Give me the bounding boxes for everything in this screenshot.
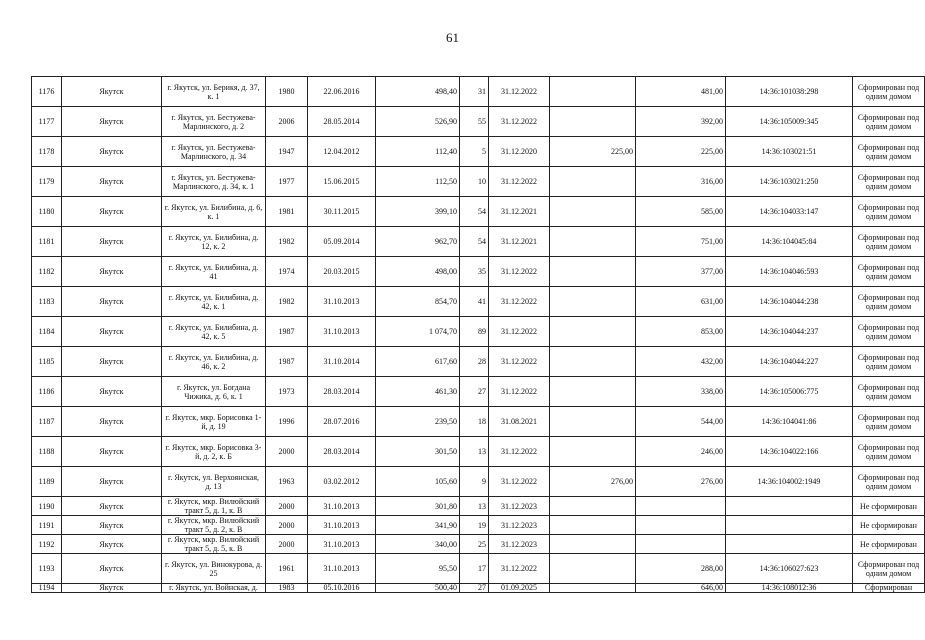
due-date-cell: 31.12.2021 bbox=[489, 197, 550, 227]
table-row bbox=[32, 347, 925, 377]
date-cell: 31.10.2013 bbox=[308, 497, 376, 516]
due-date-cell: 31.12.2022 bbox=[489, 554, 550, 584]
table-row bbox=[32, 77, 925, 107]
amount-1-cell bbox=[550, 167, 636, 197]
row-number-cell: 1183 bbox=[32, 287, 62, 317]
amount-2-cell: 288,00 bbox=[636, 554, 726, 584]
amount-1-cell bbox=[550, 584, 636, 593]
date-cell: 28.03.2014 bbox=[308, 437, 376, 467]
area-cell: 105,60 bbox=[376, 467, 460, 497]
year-cell: 2000 bbox=[266, 497, 308, 516]
status-cell: Сформирован под одним домом bbox=[853, 287, 925, 317]
count-cell: 17 bbox=[460, 554, 489, 584]
status-cell: Сформирован под одним домом bbox=[853, 317, 925, 347]
cadastral-number-cell: 14:36:106027:623 bbox=[726, 554, 853, 584]
amount-2-cell: 631,00 bbox=[636, 287, 726, 317]
row-number-cell: 1186 bbox=[32, 377, 62, 407]
cadastral-number-cell: 14:36:104022:166 bbox=[726, 437, 853, 467]
count-cell: 27 bbox=[460, 584, 489, 593]
cadastral-number-cell: 14:36:108012:36 bbox=[726, 584, 853, 593]
date-cell: 31.10.2014 bbox=[308, 347, 376, 377]
date-cell: 20.03.2015 bbox=[308, 257, 376, 287]
city-cell: Якутск bbox=[62, 137, 162, 167]
table-row bbox=[32, 377, 925, 407]
area-cell: 962,70 bbox=[376, 227, 460, 257]
city-cell: Якутск bbox=[62, 584, 162, 593]
row-number-cell: 1189 bbox=[32, 467, 62, 497]
year-cell: 1977 bbox=[266, 167, 308, 197]
cadastral-number-cell: 14:36:104041:86 bbox=[726, 407, 853, 437]
due-date-cell: 01.09.2025 bbox=[489, 584, 550, 593]
amount-1-cell bbox=[550, 377, 636, 407]
amount-2-cell bbox=[636, 535, 726, 554]
row-number-cell: 1193 bbox=[32, 554, 62, 584]
area-cell: 340,00 bbox=[376, 535, 460, 554]
year-cell: 1974 bbox=[266, 257, 308, 287]
cadastral-number-cell: 14:36:104046:593 bbox=[726, 257, 853, 287]
city-cell: Якутск bbox=[62, 197, 162, 227]
cadastral-number-cell: 14:36:104002:1949 bbox=[726, 467, 853, 497]
address-cell: г. Якутск, ул. Бестужева-Марлинского, д. 2 bbox=[162, 107, 266, 137]
due-date-cell: 31.12.2020 bbox=[489, 137, 550, 167]
count-cell: 54 bbox=[460, 197, 489, 227]
city-cell: Якутск bbox=[62, 497, 162, 516]
row-number-cell: 1180 bbox=[32, 197, 62, 227]
city-cell: Якутск bbox=[62, 554, 162, 584]
status-cell: Сформирован под одним домом bbox=[853, 77, 925, 107]
date-cell: 05.10.2016 bbox=[308, 584, 376, 593]
amount-1-cell bbox=[550, 535, 636, 554]
address-cell: г. Якутск, мкр. Вилюйский тракт 5, д. 5, к. В bbox=[162, 535, 266, 554]
date-cell: 28.05.2014 bbox=[308, 107, 376, 137]
row-number-cell: 1178 bbox=[32, 137, 62, 167]
city-cell: Якутск bbox=[62, 317, 162, 347]
row-number-cell: 1176 bbox=[32, 77, 62, 107]
count-cell: 19 bbox=[460, 516, 489, 535]
table-row bbox=[32, 497, 925, 516]
address-cell: г. Якутск, ул. Билибина, д. 46, к. 2 bbox=[162, 347, 266, 377]
page-number: 61 bbox=[446, 30, 459, 45]
date-cell: 28.07.2016 bbox=[308, 407, 376, 437]
cadastral-number-cell: 14:36:104045:84 bbox=[726, 227, 853, 257]
cadastral-number-cell: 14:36:104044:238 bbox=[726, 287, 853, 317]
due-date-cell: 31.12.2022 bbox=[489, 317, 550, 347]
amount-1-cell bbox=[550, 107, 636, 137]
address-cell: г. Якутск, ул. Войнская, д. bbox=[162, 584, 266, 593]
cadastral-number-cell: 14:36:103021:250 bbox=[726, 167, 853, 197]
year-cell: 1996 bbox=[266, 407, 308, 437]
due-date-cell: 31.12.2022 bbox=[489, 77, 550, 107]
table-row bbox=[32, 535, 925, 554]
status-cell: Сформирован под одним домом bbox=[853, 257, 925, 287]
count-cell: 55 bbox=[460, 107, 489, 137]
table-row bbox=[32, 227, 925, 257]
area-cell: 112,40 bbox=[376, 137, 460, 167]
due-date-cell: 31.12.2022 bbox=[489, 377, 550, 407]
count-cell: 18 bbox=[460, 407, 489, 437]
amount-2-cell bbox=[636, 516, 726, 535]
area-cell: 1 074,70 bbox=[376, 317, 460, 347]
date-cell: 03.02.2012 bbox=[308, 467, 376, 497]
status-cell: Сформирован под одним домом bbox=[853, 554, 925, 584]
area-cell: 112,50 bbox=[376, 167, 460, 197]
area-cell: 341,90 bbox=[376, 516, 460, 535]
cadastral-number-cell bbox=[726, 516, 853, 535]
status-cell: Сформирован под одним домом bbox=[853, 377, 925, 407]
year-cell: 2000 bbox=[266, 516, 308, 535]
count-cell: 13 bbox=[460, 437, 489, 467]
table-row bbox=[32, 287, 925, 317]
amount-2-cell: 585,00 bbox=[636, 197, 726, 227]
cadastral-number-cell: 14:36:101038:298 bbox=[726, 77, 853, 107]
address-cell: г. Якутск, ул. Верхоянская, д. 13 bbox=[162, 467, 266, 497]
amount-1-cell bbox=[550, 257, 636, 287]
table-row bbox=[32, 317, 925, 347]
status-cell: Сформирован под одним домом bbox=[853, 137, 925, 167]
amount-2-cell: 246,00 bbox=[636, 437, 726, 467]
table-row bbox=[32, 467, 925, 497]
area-cell: 500,40 bbox=[376, 584, 460, 593]
date-cell: 31.10.2013 bbox=[308, 317, 376, 347]
table-row bbox=[32, 197, 925, 227]
status-cell: Сформирован под одним домом bbox=[853, 167, 925, 197]
table-body bbox=[32, 77, 925, 593]
cadastral-number-cell: 14:36:105009:345 bbox=[726, 107, 853, 137]
status-cell: Сформирован под одним домом bbox=[853, 107, 925, 137]
amount-1-cell bbox=[550, 227, 636, 257]
count-cell: 25 bbox=[460, 535, 489, 554]
amount-1-cell bbox=[550, 437, 636, 467]
cadastral-number-cell bbox=[726, 497, 853, 516]
city-cell: Якутск bbox=[62, 107, 162, 137]
amount-2-cell: 646,00 bbox=[636, 584, 726, 593]
city-cell: Якутск bbox=[62, 77, 162, 107]
table-row bbox=[32, 137, 925, 167]
due-date-cell: 31.12.2023 bbox=[489, 535, 550, 554]
address-cell: г. Якутск, ул. Билибина, д. 41 bbox=[162, 257, 266, 287]
amount-2-cell: 338,00 bbox=[636, 377, 726, 407]
count-cell: 28 bbox=[460, 347, 489, 377]
area-cell: 301,80 bbox=[376, 497, 460, 516]
row-number-cell: 1181 bbox=[32, 227, 62, 257]
city-cell: Якутск bbox=[62, 437, 162, 467]
year-cell: 2000 bbox=[266, 535, 308, 554]
count-cell: 31 bbox=[460, 77, 489, 107]
address-cell: г. Якутск, ул. Винокурова, д. 25 bbox=[162, 554, 266, 584]
year-cell: 1987 bbox=[266, 317, 308, 347]
year-cell: 1982 bbox=[266, 287, 308, 317]
date-cell: 31.10.2013 bbox=[308, 516, 376, 535]
status-cell: Не сформирован bbox=[853, 516, 925, 535]
status-cell: Сформирован под одним домом bbox=[853, 407, 925, 437]
row-number-cell: 1184 bbox=[32, 317, 62, 347]
date-cell: 12.04.2012 bbox=[308, 137, 376, 167]
table-row bbox=[32, 584, 925, 593]
year-cell: 1983 bbox=[266, 584, 308, 593]
city-cell: Якутск bbox=[62, 467, 162, 497]
address-cell: г. Якутск, мкр. Вилюйский тракт 5, д. 1, к. В bbox=[162, 497, 266, 516]
year-cell: 2006 bbox=[266, 107, 308, 137]
area-cell: 399,10 bbox=[376, 197, 460, 227]
count-cell: 27 bbox=[460, 377, 489, 407]
amount-2-cell bbox=[636, 497, 726, 516]
status-cell: Сформирован под одним домом bbox=[853, 197, 925, 227]
date-cell: 05.09.2014 bbox=[308, 227, 376, 257]
amount-2-cell: 377,00 bbox=[636, 257, 726, 287]
cadastral-number-cell: 14:36:104044:237 bbox=[726, 317, 853, 347]
cadastral-number-cell bbox=[726, 535, 853, 554]
row-number-cell: 1192 bbox=[32, 535, 62, 554]
row-number-cell: 1191 bbox=[32, 516, 62, 535]
due-date-cell: 31.12.2023 bbox=[489, 497, 550, 516]
due-date-cell: 31.12.2022 bbox=[489, 437, 550, 467]
count-cell: 41 bbox=[460, 287, 489, 317]
area-cell: 95,50 bbox=[376, 554, 460, 584]
year-cell: 1973 bbox=[266, 377, 308, 407]
city-cell: Якутск bbox=[62, 407, 162, 437]
city-cell: Якутск bbox=[62, 227, 162, 257]
amount-2-cell: 853,00 bbox=[636, 317, 726, 347]
area-cell: 498,00 bbox=[376, 257, 460, 287]
row-number-cell: 1187 bbox=[32, 407, 62, 437]
address-cell: г. Якутск, мкр. Вилюйский тракт 5, д. 2, к. В bbox=[162, 516, 266, 535]
year-cell: 1987 bbox=[266, 347, 308, 377]
area-cell: 301,50 bbox=[376, 437, 460, 467]
amount-1-cell bbox=[550, 554, 636, 584]
area-cell: 239,50 bbox=[376, 407, 460, 437]
amount-1-cell: 225,00 bbox=[550, 137, 636, 167]
status-cell: Сформирован под одним домом bbox=[853, 467, 925, 497]
count-cell: 13 bbox=[460, 497, 489, 516]
table-row bbox=[32, 257, 925, 287]
amount-2-cell: 432,00 bbox=[636, 347, 726, 377]
table-row bbox=[32, 516, 925, 535]
count-cell: 9 bbox=[460, 467, 489, 497]
amount-2-cell: 751,00 bbox=[636, 227, 726, 257]
amount-1-cell bbox=[550, 497, 636, 516]
status-cell: Сформирован bbox=[853, 584, 925, 593]
status-cell: Сформирован под одним домом bbox=[853, 227, 925, 257]
year-cell: 1947 bbox=[266, 137, 308, 167]
row-number-cell: 1177 bbox=[32, 107, 62, 137]
city-cell: Якутск bbox=[62, 535, 162, 554]
amount-1-cell bbox=[550, 77, 636, 107]
count-cell: 5 bbox=[460, 137, 489, 167]
row-number-cell: 1190 bbox=[32, 497, 62, 516]
year-cell: 1981 bbox=[266, 197, 308, 227]
due-date-cell: 31.12.2022 bbox=[489, 347, 550, 377]
cadastral-number-cell: 14:36:104033:147 bbox=[726, 197, 853, 227]
status-cell: Сформирован под одним домом bbox=[853, 347, 925, 377]
amount-2-cell: 225,00 bbox=[636, 137, 726, 167]
count-cell: 35 bbox=[460, 257, 489, 287]
due-date-cell: 31.12.2023 bbox=[489, 516, 550, 535]
address-cell: г. Якутск, ул. Билибина, д. 12, к. 2 bbox=[162, 227, 266, 257]
date-cell: 31.10.2013 bbox=[308, 554, 376, 584]
amount-2-cell: 544,00 bbox=[636, 407, 726, 437]
amount-1-cell: 276,00 bbox=[550, 467, 636, 497]
table-row bbox=[32, 107, 925, 137]
year-cell: 1963 bbox=[266, 467, 308, 497]
table-row bbox=[32, 554, 925, 584]
area-cell: 461,30 bbox=[376, 377, 460, 407]
amount-1-cell bbox=[550, 407, 636, 437]
count-cell: 54 bbox=[460, 227, 489, 257]
status-cell: Сформирован под одним домом bbox=[853, 437, 925, 467]
area-cell: 498,40 bbox=[376, 77, 460, 107]
amount-1-cell bbox=[550, 516, 636, 535]
date-cell: 22.06.2016 bbox=[308, 77, 376, 107]
amount-1-cell bbox=[550, 317, 636, 347]
due-date-cell: 31.12.2022 bbox=[489, 257, 550, 287]
table-row bbox=[32, 167, 925, 197]
amount-1-cell bbox=[550, 287, 636, 317]
due-date-cell: 31.12.2022 bbox=[489, 107, 550, 137]
address-cell: г. Якутск, ул. Бестужева-Марлинского, д. 34 bbox=[162, 137, 266, 167]
date-cell: 31.10.2013 bbox=[308, 287, 376, 317]
date-cell: 15.06.2015 bbox=[308, 167, 376, 197]
city-cell: Якутск bbox=[62, 257, 162, 287]
amount-2-cell: 276,00 bbox=[636, 467, 726, 497]
date-cell: 30.11.2015 bbox=[308, 197, 376, 227]
address-cell: г. Якутск, ул. Бестужева-Марлинского, д. 34, к. 1 bbox=[162, 167, 266, 197]
city-cell: Якутск bbox=[62, 167, 162, 197]
row-number-cell: 1179 bbox=[32, 167, 62, 197]
count-cell: 89 bbox=[460, 317, 489, 347]
cadastral-number-cell: 14:36:105006:775 bbox=[726, 377, 853, 407]
table-row bbox=[32, 437, 925, 467]
area-cell: 854,70 bbox=[376, 287, 460, 317]
address-cell: г. Якутск, мкр. Борисовка 1-й, д. 19 bbox=[162, 407, 266, 437]
address-cell: г. Якутск, ул. Билибина, д. 42, к. 5 bbox=[162, 317, 266, 347]
area-cell: 617,60 bbox=[376, 347, 460, 377]
due-date-cell: 31.12.2021 bbox=[489, 227, 550, 257]
year-cell: 1980 bbox=[266, 77, 308, 107]
address-cell: г. Якутск, ул. Берикя, д. 37, к. 1 bbox=[162, 77, 266, 107]
address-cell: г. Якутск, ул. Богдана Чижика, д. 6, к. 1 bbox=[162, 377, 266, 407]
date-cell: 28.03.2014 bbox=[308, 377, 376, 407]
city-cell: Якутск bbox=[62, 347, 162, 377]
year-cell: 1982 bbox=[266, 227, 308, 257]
address-cell: г. Якутск, ул. Билибина, д. 42, к. 1 bbox=[162, 287, 266, 317]
address-cell: г. Якутск, мкр. Борисовка 3-й, д. 2, к. Б bbox=[162, 437, 266, 467]
area-cell: 526,90 bbox=[376, 107, 460, 137]
row-number-cell: 1188 bbox=[32, 437, 62, 467]
city-cell: Якутск bbox=[62, 516, 162, 535]
due-date-cell: 31.12.2022 bbox=[489, 167, 550, 197]
amount-2-cell: 481,00 bbox=[636, 77, 726, 107]
count-cell: 10 bbox=[460, 167, 489, 197]
due-date-cell: 31.12.2022 bbox=[489, 467, 550, 497]
cadastral-number-cell: 14:36:104044:227 bbox=[726, 347, 853, 377]
due-date-cell: 31.12.2022 bbox=[489, 287, 550, 317]
amount-1-cell bbox=[550, 347, 636, 377]
amount-1-cell bbox=[550, 197, 636, 227]
status-cell: Не сформирован bbox=[853, 497, 925, 516]
year-cell: 1961 bbox=[266, 554, 308, 584]
address-cell: г. Якутск, ул. Билибина, д. 6, к. 1 bbox=[162, 197, 266, 227]
amount-2-cell: 392,00 bbox=[636, 107, 726, 137]
row-number-cell: 1182 bbox=[32, 257, 62, 287]
table-row bbox=[32, 407, 925, 437]
amount-2-cell: 316,00 bbox=[636, 167, 726, 197]
year-cell: 2000 bbox=[266, 437, 308, 467]
row-number-cell: 1185 bbox=[32, 347, 62, 377]
date-cell: 31.10.2013 bbox=[308, 535, 376, 554]
cadastral-number-cell: 14:36:103021:51 bbox=[726, 137, 853, 167]
housing-registry-table bbox=[31, 76, 925, 593]
row-number-cell: 1194 bbox=[32, 584, 62, 593]
due-date-cell: 31.08.2021 bbox=[489, 407, 550, 437]
city-cell: Якутск bbox=[62, 377, 162, 407]
city-cell: Якутск bbox=[62, 287, 162, 317]
status-cell: Не сформирован bbox=[853, 535, 925, 554]
